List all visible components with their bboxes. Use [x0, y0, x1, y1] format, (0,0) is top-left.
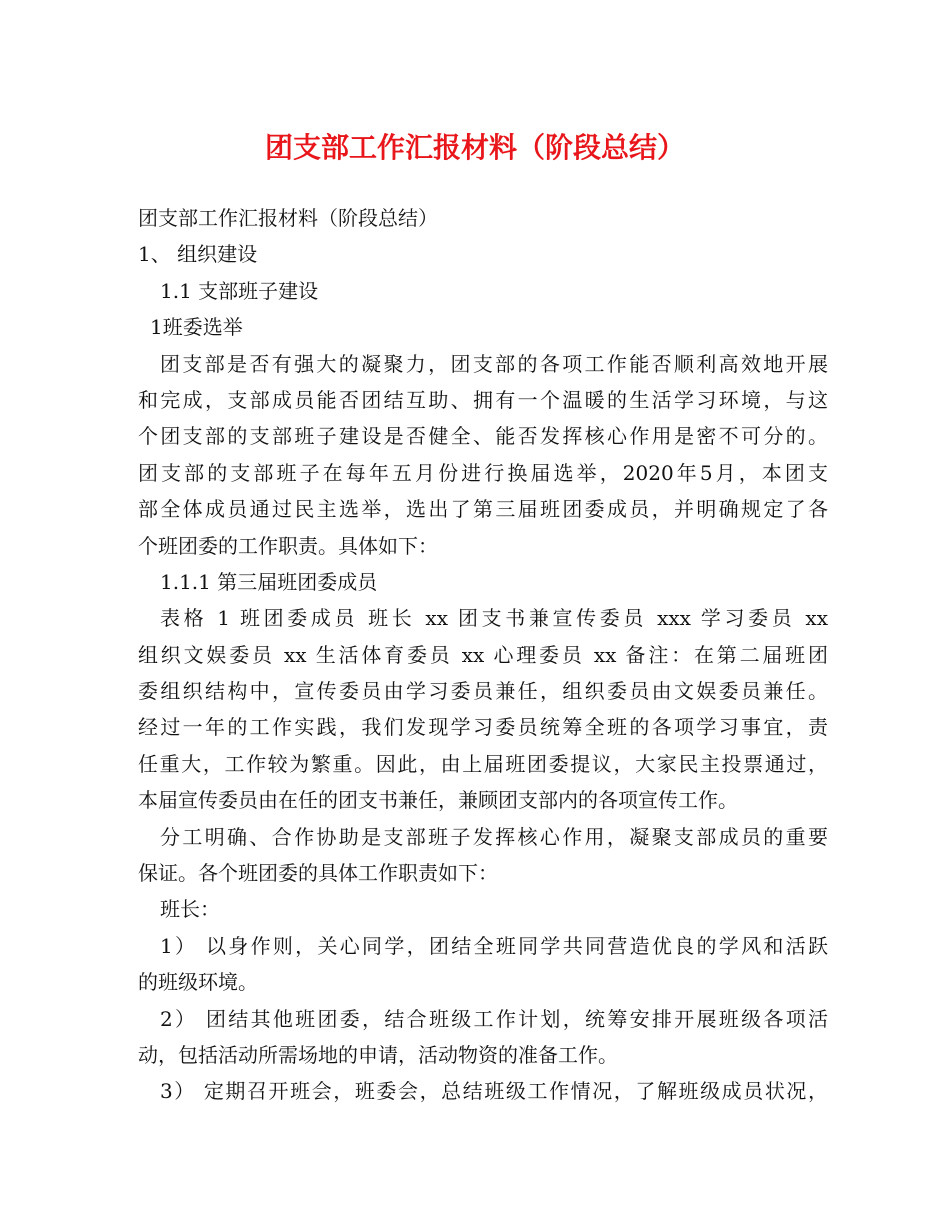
- body-line-2: 1、 组织建设: [138, 242, 258, 267]
- body-line-22: 的班级环境。: [138, 970, 258, 995]
- body-line-17: 本届宣传委员由在任的团支书兼任，兼顾团支部内的各项宣传工作。: [138, 788, 738, 813]
- body-line-15: 经过一年的工作实践，我们发现学习委员统筹全班的各项学习事宜，责: [138, 715, 828, 740]
- body-line-20: 班长：: [160, 897, 220, 922]
- body-line-5: 团支部是否有强大的凝聚力，团支部的各项工作能否顺利高效地开展: [160, 351, 828, 376]
- body-line-1: 团支部工作汇报材料（阶段总结）: [138, 206, 438, 230]
- document-title: 团支部工作汇报材料（阶段总结）: [264, 131, 685, 164]
- body-line-21: 1） 以身作则，关心同学，团结全班同学共同营造优良的学风和活跃: [160, 933, 828, 958]
- body-line-18: 分工明确、合作协助是支部班子发挥核心作用，凝聚支部成员的重要: [160, 824, 828, 849]
- body-line-4: 1班委选举: [150, 315, 243, 340]
- body-line-7: 个团支部的支部班子建设是否健全、能否发挥核心作用是密不可分的。: [138, 424, 828, 449]
- body-line-3: 1.1 支部班子建设: [160, 278, 319, 303]
- body-line-13: 组织文娱委员 xx 生活体育委员 xx 心理委员 xx 备注：在第二届班团: [138, 642, 828, 667]
- body-line-11: 1.1.1 第三届班团委成员: [160, 569, 378, 594]
- body-line-16: 任重大，工作较为繁重。因此，由上届班团委提议，大家民主投票通过，: [138, 751, 828, 776]
- body-line-9: 部全体成员通过民主选举，选出了第三届班团委成员，并明确规定了各: [138, 497, 828, 522]
- body-line-24: 动，包括活动所需场地的申请，活动物资的准备工作。: [138, 1042, 618, 1067]
- body-line-25: 3） 定期召开班会，班委会，总结班级工作情况，了解班级成员状况，: [160, 1079, 828, 1104]
- document-body: [138, 200, 828, 1110]
- body-line-12: 表格 1 班团委成员 班长 xx 团支书兼宣传委员 xxx 学习委员 xx: [160, 606, 828, 631]
- body-line-8: 团支部的支部班子在每年五月份进行换届选举，2020年5月，本团支: [138, 460, 828, 485]
- body-line-23: 2） 团结其他班团委，结合班级工作计划，统筹安排开展班级各项活: [160, 1006, 828, 1031]
- body-line-19: 保证。各个班团委的具体工作职责如下：: [138, 861, 498, 886]
- body-line-14: 委组织结构中，宣传委员由学习委员兼任，组织委员由文娱委员兼任。: [138, 679, 828, 704]
- body-line-6: 和完成，支部成员能否团结互助、拥有一个温暖的生活学习环境，与这: [138, 387, 828, 412]
- body-line-10: 个班团委的工作职责。具体如下：: [138, 533, 438, 558]
